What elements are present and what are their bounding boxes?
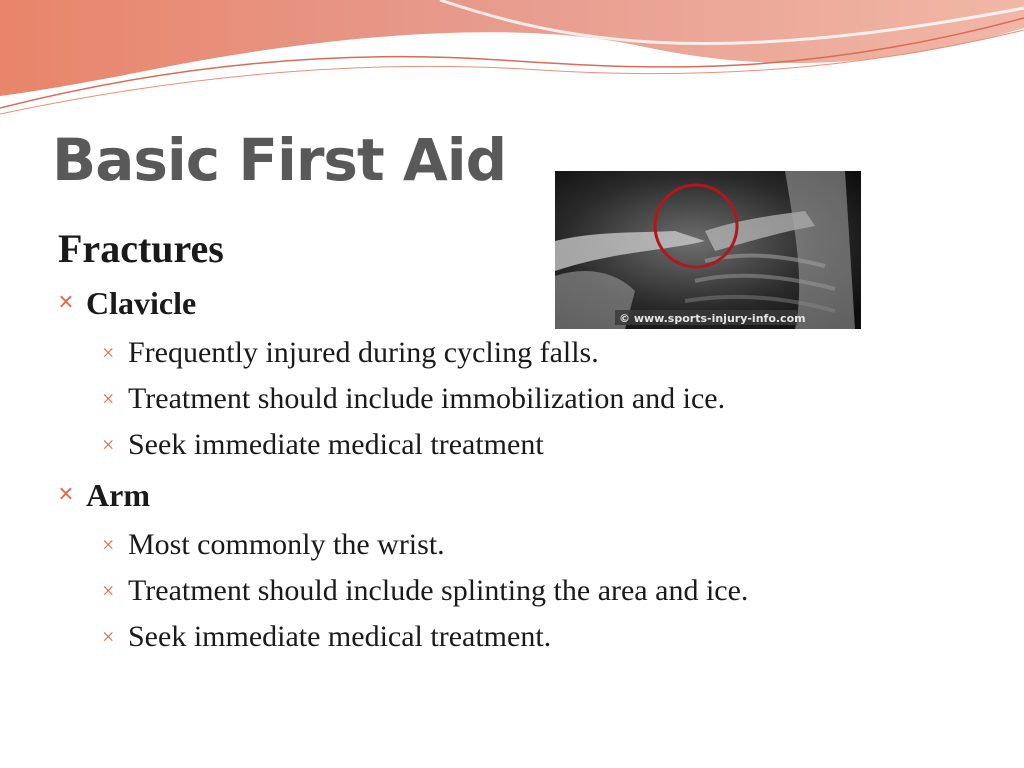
list-item: × Most commonly the wrist. bbox=[58, 522, 978, 568]
list-item: × Treatment should include immobilization and ice. bbox=[58, 376, 978, 422]
decorative-header-wave bbox=[0, 0, 1024, 130]
x-bullet-icon: × bbox=[102, 340, 115, 365]
list-item: × Treatment should include splinting the area and ice. bbox=[58, 568, 978, 614]
list-item: × Seek immediate medical treatment. bbox=[58, 614, 978, 660]
slide-title: Basic First Aid bbox=[52, 126, 507, 194]
x-bullet-icon: × bbox=[102, 532, 115, 557]
x-bullet-icon: × bbox=[58, 287, 74, 318]
slide-content bbox=[58, 222, 978, 660]
list-item: × Frequently injured during cycling falls. bbox=[58, 330, 978, 376]
list-item: × Seek immediate medical treatment bbox=[58, 422, 978, 468]
x-bullet-icon: × bbox=[102, 624, 115, 649]
slide-subtitle: Fractures bbox=[58, 226, 224, 271]
x-bullet-icon: × bbox=[58, 479, 74, 510]
image-watermark: © www.sports-injury-info.com bbox=[619, 312, 806, 325]
x-bullet-icon: × bbox=[102, 578, 115, 603]
x-bullet-icon: × bbox=[102, 432, 115, 457]
section-heading-arm: × Arm bbox=[58, 468, 978, 522]
x-bullet-icon: × bbox=[102, 386, 115, 411]
section-heading-clavicle: × Clavicle bbox=[58, 276, 978, 330]
